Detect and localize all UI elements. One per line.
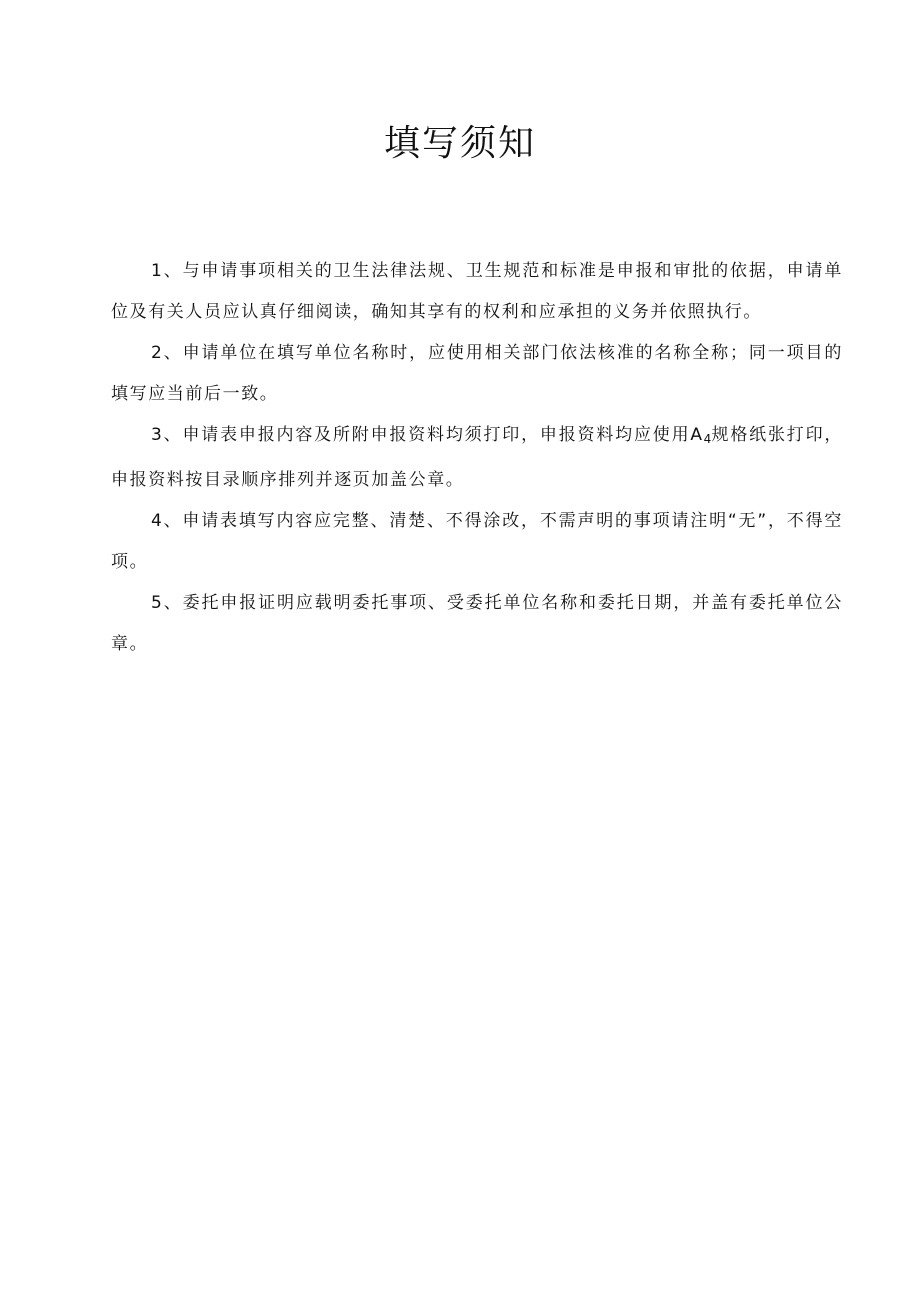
notice-item-3-text-after: 规格纸张打印，申报资料按目录顺序排列并逐页加盖公章。 [111,425,843,490]
paper-size-letter: A [690,425,704,445]
notice-item-3-text-before: 3、申请表申报内容及所附申报资料均须打印，申报资料均应使用 [151,425,691,445]
notice-item-5: 5、委托申报证明应载明委托事项、受委托单位名称和委托日期，并盖有委托单位公章。 [111,593,843,654]
page-title: 填写须知 [383,123,536,164]
paper-size-subscript: 4 [703,432,712,446]
notice-item-3 [111,415,843,501]
notice-item-1: 1、与申请事项相关的卫生法律法规、卫生规范和标准是申报和审批的依据，申请单位及有关人员应认真仔细阅读，确知其享有的权利和应承担的义务并依照执行。 [111,261,843,322]
notice-list [111,251,843,665]
notice-item-4: 4、申请表填写内容应完整、清楚、不得涂改，不需声明的事项请注明“无”，不得空项。 [111,511,843,572]
notice-item-2: 2、申请单位在填写单位名称时，应使用相关部门依法核准的名称全称；同一项目的填写应当前后一致。 [111,343,843,404]
